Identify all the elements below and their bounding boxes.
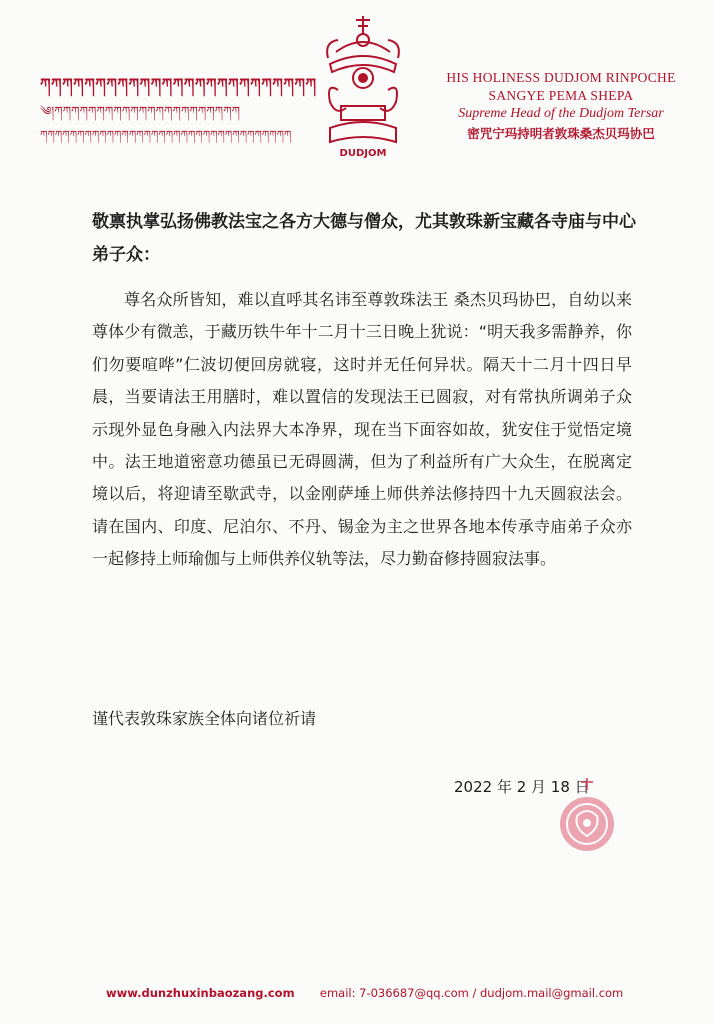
letter-footer — [106, 986, 666, 1000]
letterhead-name-line-2: SANGYE PEMA SHEPA — [488, 88, 634, 103]
letter-body — [92, 284, 632, 576]
tibetan-title-line: ཀཀཀཀཀཀཀཀཀཀཀཀཀཀཀཀཀཀཀཀཀཀཀཀཀ — [40, 75, 317, 93]
dudjom-emblem-logo — [316, 12, 410, 162]
footer-website-link[interactable]: www.dunzhuxinbaozang.com — [106, 986, 295, 1000]
letter-closing: 谨代表敦珠家族全体向诸位祈请 — [92, 709, 317, 728]
letter-body-paragraph: 尊名众所皆知，难以直呼其名讳至尊敦珠法王 桑杰贝玛协巴，自幼以来尊体少有微恙，于藏历铁牛年十二月十三日晚上犹说：“明天我多需静养，你们勿要喧哗”仁波切便回房就寝，这时并无任何异状。隔天十二月十四日早晨，当要请法王用膳时，难以置信的发现法王已圆寂，对有常执所调弟子众示现外显色身融入内法界大本净界，现在当下面容如故，犹安住于觉悟定境中。法王地道密意功德虽已无碍圆满，但为了利益所有广大众生，在脱离定境以后，将迎请至歇武寺，以金刚萨埵上师供养法修持四十九天圆寂法会。请在国内、印度、尼泊尔、不丹、锡金为主之世界各地本传承寺庙弟子众亦一起修持上师瑜伽与上师供养仪轨等法，尽力勤奋修持圆寂法事。 — [92, 290, 632, 569]
tibetan-subtitle-line: ༄།ཀཀཀཀཀཀཀཀཀཀཀཀཀཀཀཀཀཀཀཀཀཀ — [40, 104, 240, 118]
tibetan-small-line: ཀཀཀཀཀཀཀཀཀཀཀཀཀཀཀཀཀཀཀཀཀཀཀཀཀཀཀཀཀཀཀཀཀཀ — [40, 129, 292, 141]
emblem-label: DUDJOM — [339, 148, 387, 159]
letterhead-chinese-title: 密咒宁玛持明者敦珠桑杰贝玛协巴 — [467, 126, 655, 141]
letter-salutation: 敬禀执掌弘扬佛教法宝之各方大德与僧众，尤其敦珠新宝藏各寺庙与中心弟子众： — [92, 212, 636, 265]
footer-email[interactable]: email: 7-036687@qq.com / dudjom.mail@gmail.com — [319, 986, 624, 1000]
letter-date: 2022 年 2 月 18 日 — [454, 778, 590, 796]
red-seal-stamp — [556, 776, 618, 854]
letterhead-name-line: HIS HOLINESS DUDJOM RINPOCHE — [446, 70, 676, 85]
letterhead-subtitle: Supreme Head of the Dudjom Tersar — [458, 106, 664, 121]
